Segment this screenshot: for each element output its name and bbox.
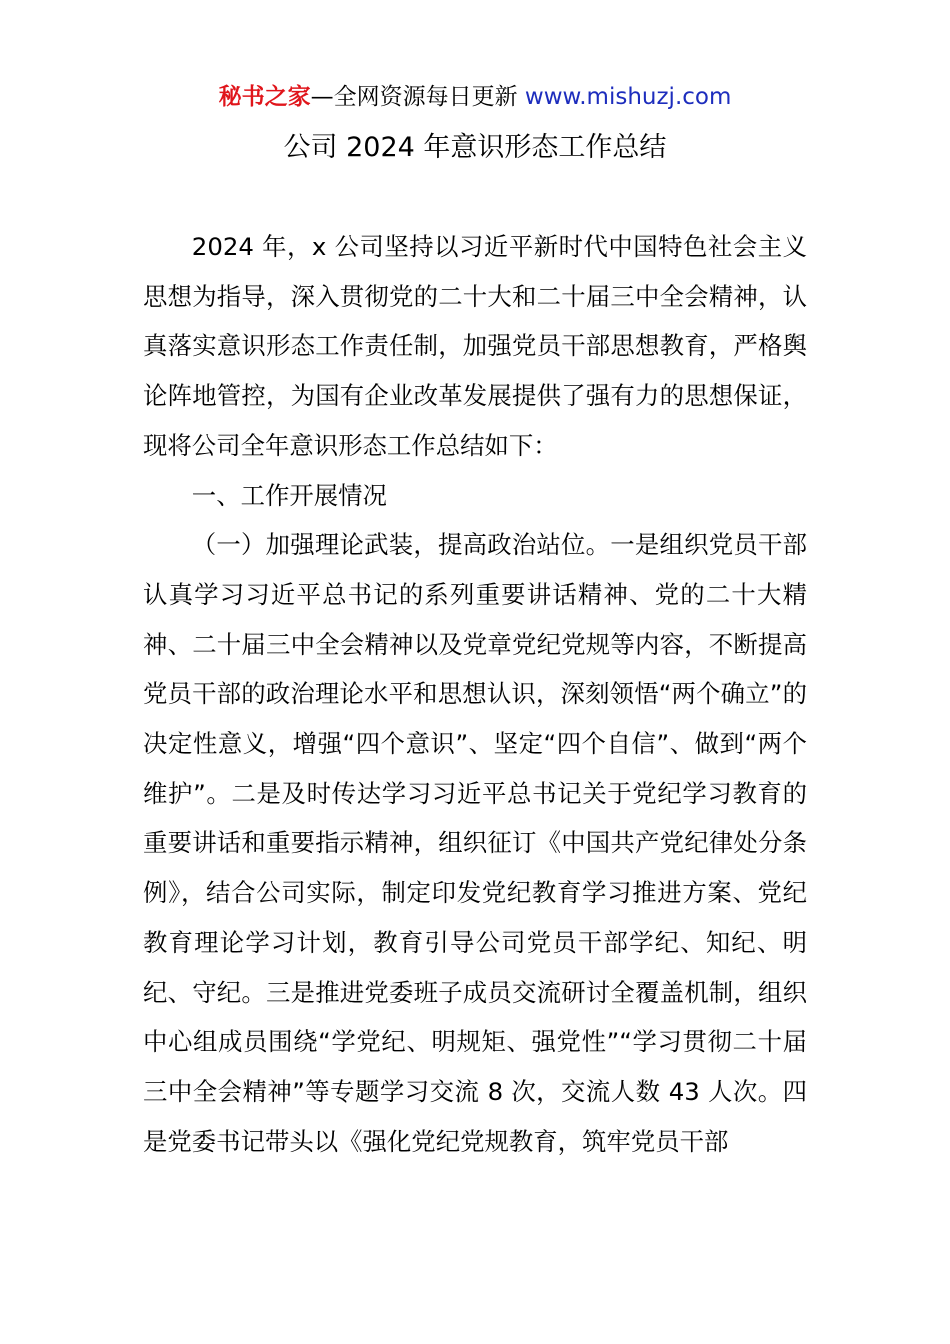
section-heading: 一、工作开展情况 xyxy=(191,480,387,510)
document-body xyxy=(143,222,807,1166)
watermark-header xyxy=(0,80,950,114)
intro-paragraph: 2024 年，x 公司坚持以习近平新时代中国特色社会主义思想为指导，深入贯彻党的二十大和二十届三中全会精神，认真落实意识形态工作责任制，加强党员干部思想教育，严格舆论阵地管控，为国有企业改革发展提供了强有力的思想保证，现将公司全年意识形态工作总结如下： xyxy=(143,232,807,460)
body-paragraph: （一）加强理论武装，提高政治站位。一是组织党员干部认真学习习近平总书记的系列重要讲话精神、党的二十大精神、二十届三中全会精神以及党章党纪党规等内容，不断提高党员干部的政治理论水平和思想认识，深刻领悟“两个确立”的决定性意义，增强“四个意识”、坚定“四个自信”、做到“两个维护”。二是及时传达学习习近平总书记关于党纪学习教育的重要讲话和重要指示精神，组织征订《中国共产党纪律处分条例》，结合公司实际，制定印发党纪教育学习推进方案、党纪教育理论学习计划，教育引导公司党员干部学纪、知纪、明纪、守纪。三是推进党委班子成员交流研讨全覆盖机制，组织中心组成员围绕“学党纪、明规矩、强党性”“学习贯彻二十届三中全会精神”等专题学习交流 8 次，交流人数 43 人次。四是党委书记带头以《强化党纪党规教育，筑牢党员干部 xyxy=(143,530,807,1156)
brand-name: 秘书之家 xyxy=(218,84,311,110)
site-link[interactable]: www.mishuzj.com xyxy=(524,84,732,110)
header-tagline: —全网资源每日更新 xyxy=(310,84,525,110)
document-title: 公司 2024 年意识形态工作总结 xyxy=(283,132,667,163)
